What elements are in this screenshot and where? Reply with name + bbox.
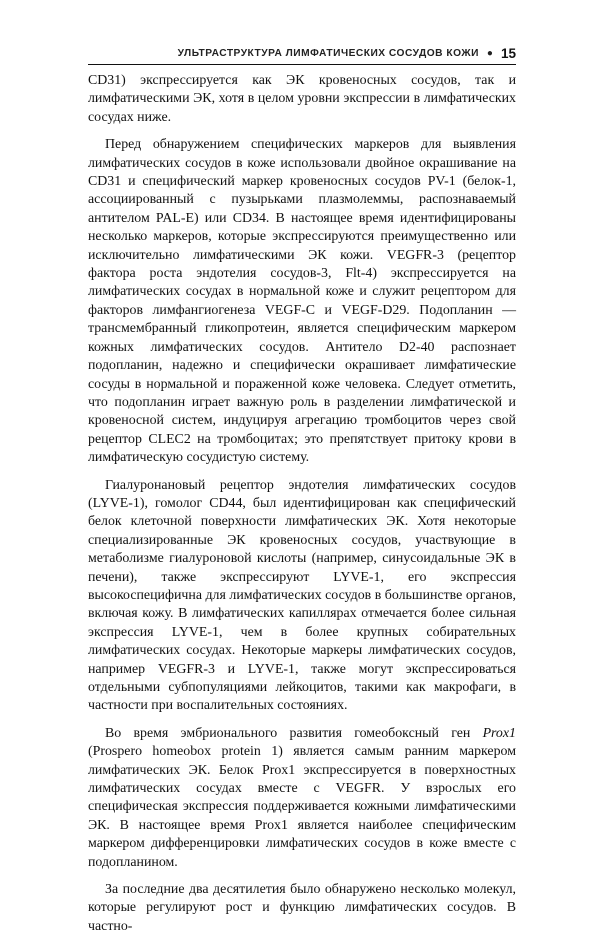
paragraph-4	[88, 725, 516, 872]
body-text	[88, 72, 516, 936]
running-header	[88, 42, 516, 65]
paragraph-2: Перед обнаружением специфических маркеров для выявления лимфатических сосудов в коже использовали двойное окрашивание на CD31 и специфический маркер кровеносных сосудов PV-1 (белок-1, ассоциированный с пузырьками плазмолеммы, распознаваемый антителом PAL-E) или CD34. В настоящее время идентифицированы несколько маркеров, которые экспрессируются преимущественно или исключительно лимфатическими ЭК кожи. VEGFR-3 (рецептор фактора роста эндотелия сосудов-3, Flt-4) экспрессируется на лимфатических сосудах в нормальной коже и служит рецептором для факторов лимфангиогенеза VEGF-C и VEGF-D29. Подопланин — трансмембранный гликопротеин, является специфическим маркером кожных лимфатических сосудов. Антитело D2-40 распознает подопланин, надежно и специфически окрашивает лимфатические сосуды в нормальной и пораженной коже человека. Следует отметить, что подопланин играет важную роль в разделении лимфатической и кровеносной систем, индуцируя агрегацию тромбоцитов через свой рецептор CLEC2 на тромбоцитах; это препятствует притоку крови в лимфатическую сосудистую систему.	[88, 137, 516, 466]
header-bullet-icon: ●	[486, 47, 493, 59]
gene-name-prox1: Prox1	[482, 725, 516, 741]
paragraph-4-start: Во время эмбрионального развития гомеобоксный ген	[105, 725, 483, 741]
running-title: УЛЬТРАСТРУКТУРА ЛИМФАТИЧЕСКИХ СОСУДОВ КОЖИ	[177, 47, 479, 59]
paragraph-1: CD31) экспрессируется как ЭК кровеносных сосудов, так и лимфатическими ЭК, хотя в целом уровни экспрессии в лимфатических сосудах ниже.	[88, 73, 516, 125]
paragraph-3: Гиалуронановый рецептор эндотелия лимфатических сосудов (LYVE-1), гомолог CD44, был идентифицирован как специфический белок клеточной поверхности лимфатических ЭК. Хотя некоторые специализированные ЭК кровеносных сосудов, участвующие в метаболизме гиалуроновой кислоты (например, синусоидальные ЭК в печени), также экспрессируют LYVE-1, его экспрессия высокоспецифична для лимфатических сосудов в большинстве органов, включая кожу. В лимфатических капиллярах отмечается более сильная экспрессия LYVE-1, чем в более крупных собирательных лимфатических сосудах. Некоторые маркеры лимфатических сосудов, например VEGFR-3 и LYVE-1, также могут экспрессироваться отдельными субпопуляциями лейкоцитов, такими как макрофаги, в частности при воспалительных состояниях.	[88, 477, 516, 714]
paragraph-5: За последние два десятилетия было обнаружено несколько молекул, которые регулируют рост и функцию лимфатических сосудов. В частно-	[88, 882, 516, 934]
page-number: 15	[500, 45, 516, 61]
paragraph-4-rest: (Prospero homeobox protein 1) является самым ранним маркером лимфатических ЭК. Белок Prox1 экспрессируется в поверхностных лимфатических сосудах вместе с VEGFR. У взрослых его специфическая экспрессия поддерживается кожными лимфатическими ЭК. В настоящее время Prox1 является наиболее специфическим маркером дифференцировки лимфатических сосудов в коже вместе с подопланином.	[88, 744, 516, 870]
